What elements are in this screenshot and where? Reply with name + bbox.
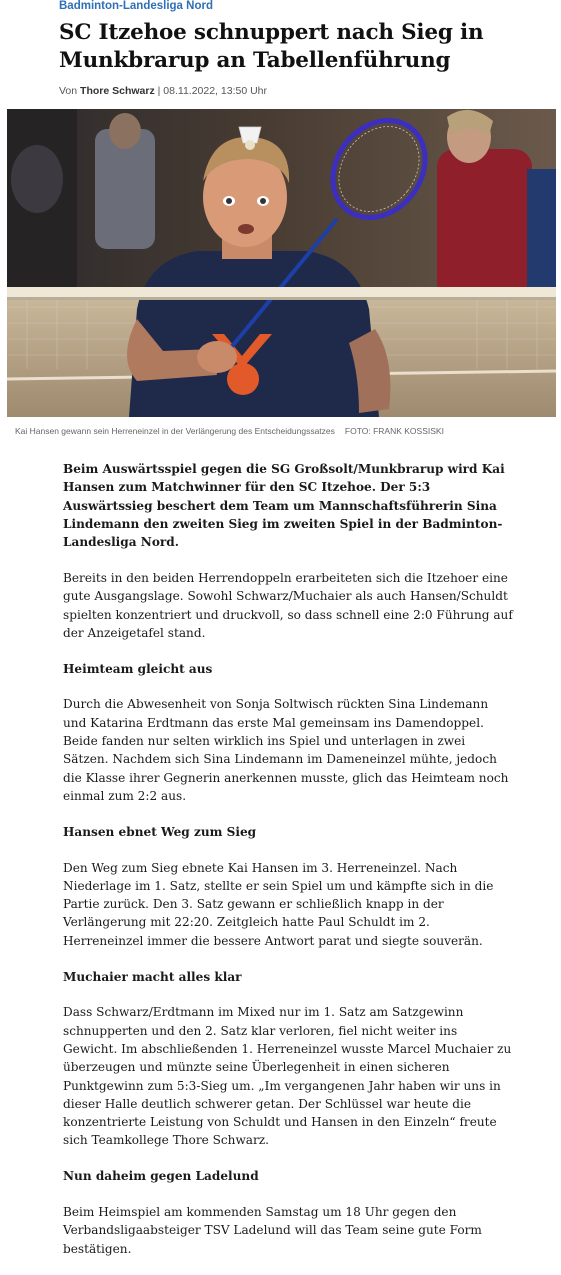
paragraph: Bereits in den beiden Herrendoppeln erarbeiteten sich die Itzehoer eine gute Ausgangslage. Sowohl Schwarz/Muchaier als auch Hansen/Schuldt spielten konzentriert und druckvoll, so dass schnell eine 2:0 Führung auf der Anzeigetafel stand. xyxy=(63,570,513,640)
article-lead: Beim Auswärtsspiel gegen die SG Großsolt/Munkbrarup wird Kai Hansen zum Matchwinner für den SC Itzehoe. Der 5:3 Auswärtssieg beschert dem Team um Mannschaftsführerin Sina Lindemann den zweiten Sieg im zweiten Spiel in der Badminton-Landesliga Nord. xyxy=(63,462,505,550)
caption-text: Kai Hansen gewann sein Herreneinzel in der Verlängerung des Entscheidungssatzes xyxy=(15,426,335,436)
subheading: Hansen ebnet Weg zum Sieg xyxy=(63,824,257,839)
badminton-player-image xyxy=(7,109,556,417)
paragraph: Den Weg zum Sieg ebnete Kai Hansen im 3. Herreneinzel. Nach Niederlage im 1. Satz, stellte er sein Spiel um und kämpfte sich in die Partie zurück. Den 3. Satz gewann er schließlich knapp in der Verlängerung mit 22:20. Zeitgleich hatte Paul Schuldt im 2. Herreneinzel immer die bessere Antwort parat und siegte souverän. xyxy=(63,860,494,948)
subheading: Nun daheim gegen Ladelund xyxy=(63,1169,259,1184)
subheading: Muchaier macht alles klar xyxy=(63,969,242,984)
paragraph: Beim Heimspiel am kommenden Samstag um 18 Uhr gegen den Verbandsligaabsteiger TSV Ladelund will das Team seine gute Form bestätigen. xyxy=(63,1205,482,1256)
publish-date: | 08.11.2022, 13:50 Uhr xyxy=(154,85,267,97)
article-header xyxy=(59,0,529,97)
author-name[interactable]: Thore Schwarz xyxy=(80,85,155,97)
photo-credit: FOTO: FRANK KOSSISKI xyxy=(344,426,444,436)
photo-caption xyxy=(15,425,545,437)
byline xyxy=(59,85,529,97)
section-kicker[interactable]: Badminton-Landesliga Nord xyxy=(59,0,213,12)
article-body xyxy=(63,460,513,1275)
paragraph: Dass Schwarz/Erdtmann im Mixed nur im 1. Satz am Satzgewinn schnupperten und den 2. Satz klar verloren, fiel nicht weiter ins Gewicht. Im abschließenden 1. Herreneinzel wusste Marcel Muchaier zu überzeugen und münzte seine Überlegenheit in einen sicheren Punktgewinn zum 5:3-Sieg um. „Im vergangenen Jahr haben wir uns in dieser Halle deutlich schwerer getan. Der Schlüssel war heute die konzentrierte Leistung von Schuldt und Hansen in den Einzeln“ freute sich Teamkollege Thore Schwarz. xyxy=(63,1005,512,1148)
article-headline: SC Itzehoe schnuppert nach Sieg in Munkbrarup an Tabellenführung xyxy=(59,20,484,73)
paragraph: Durch die Abwesenheit von Sonja Soltwisch rückten Sina Lindemann und Katarina Erdtmann das erste Mal gemeinsam ins Damendoppel. Beide fanden nur selten wirklich ins Spiel und unterlagen in zwei Sätzen. Nachdem sich Sina Lindemann im Dameneinzel mühte, jedoch die Klasse ihrer Gegnerin anerkennen musste, glich das Heimteam noch einmal zum 2:2 aus. xyxy=(63,697,509,803)
subheading: Heimteam gleicht aus xyxy=(63,661,213,676)
byline-prefix: Von xyxy=(59,85,81,97)
article-photo xyxy=(7,109,556,417)
